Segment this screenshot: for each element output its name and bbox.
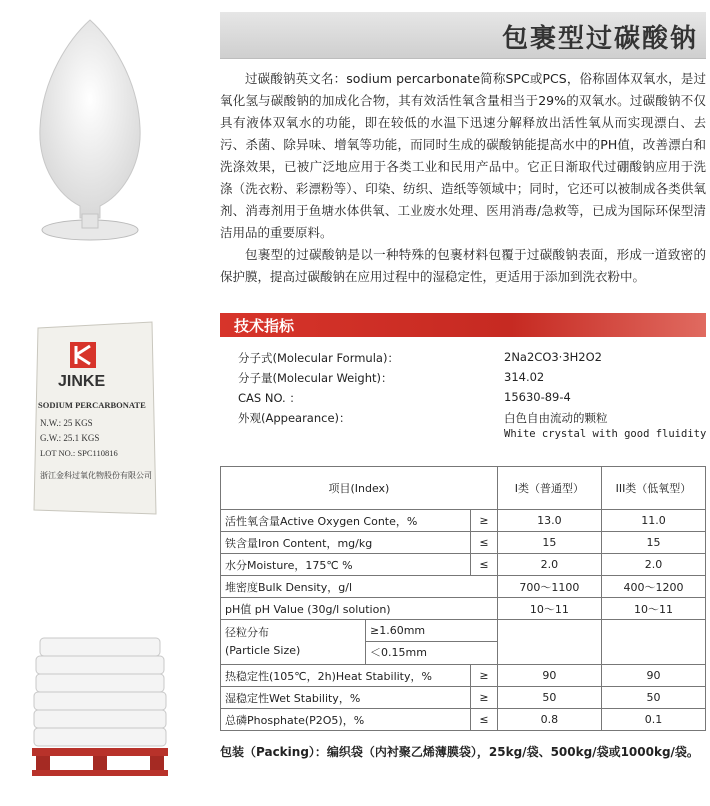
spec-row bbox=[238, 368, 708, 388]
row-name: 铁含量Iron Content，mg/kg bbox=[221, 532, 471, 554]
spec-value-en: White crystal with good fluidity bbox=[504, 428, 707, 440]
row-sym: ≥ bbox=[471, 687, 498, 709]
row-sym: ≤ bbox=[471, 554, 498, 576]
row-v2: 400～1200 bbox=[601, 576, 705, 598]
row-v2: 90 bbox=[601, 665, 705, 687]
spec-table bbox=[220, 466, 706, 731]
spec-row bbox=[238, 408, 708, 450]
table-row bbox=[221, 554, 706, 576]
bag-lot: LOT NO.: SPC110816 bbox=[40, 448, 118, 458]
bag-gw: G.W.: 25.1 KGS bbox=[40, 433, 100, 443]
table-row bbox=[221, 665, 706, 687]
row-v1: 0.8 bbox=[497, 709, 601, 731]
row-v1: 10～11 bbox=[497, 598, 601, 620]
row-sym: ≥ bbox=[471, 665, 498, 687]
row-v2: 11.0 bbox=[601, 510, 705, 532]
particle-label bbox=[221, 620, 366, 664]
spec-key: 外观(Appearance)： bbox=[238, 411, 351, 425]
title-bar bbox=[220, 12, 706, 59]
packing-text: 包装（Packing）：编织袋（内衬聚乙烯薄膜袋），25kg/袋、500kg/袋或1000kg/袋。 bbox=[220, 745, 699, 759]
spec-key: CAS NO. ： bbox=[238, 391, 301, 405]
table-row bbox=[221, 687, 706, 709]
row-name: 总磷Phosphate(P2O5)，% bbox=[221, 709, 471, 731]
row-name: 水分Moisture，175℃ % bbox=[221, 554, 471, 576]
intro-text bbox=[220, 68, 706, 288]
spec-key: 分子式(Molecular Formula)： bbox=[238, 351, 399, 365]
spec-value: 15630-89-4 bbox=[504, 390, 571, 404]
row-v1: 15 bbox=[497, 532, 601, 554]
row-v2: 15 bbox=[601, 532, 705, 554]
row-sym: ≤ bbox=[471, 709, 498, 731]
table-header-row bbox=[221, 467, 706, 510]
row-v1: 2.0 bbox=[497, 554, 601, 576]
row-v2: 50 bbox=[601, 687, 705, 709]
row-v2: 0.1 bbox=[601, 709, 705, 731]
row-v1: 13.0 bbox=[497, 510, 601, 532]
spec-row bbox=[238, 348, 708, 368]
intro-paragraph-2: 包裹型的过碳酸钠是以一种特殊的包裹材料包覆于过碳酸钠表面，形成一道致密的保护膜，提高过碳酸钠在应用过程中的湿稳定性，更适用于添加到洗衣粉中。 bbox=[220, 247, 706, 284]
page-title: 包裹型过碳酸钠 bbox=[501, 24, 698, 54]
row-v1: 50 bbox=[497, 687, 601, 709]
row-sym: ≥ bbox=[471, 510, 498, 532]
table-row bbox=[221, 598, 706, 620]
bag-brand: JINKE bbox=[58, 373, 106, 390]
product-images bbox=[0, 0, 190, 806]
particle-v2 bbox=[601, 620, 705, 665]
particle-cell bbox=[221, 620, 498, 665]
section-title: 技术指标 bbox=[234, 317, 295, 335]
bag-company: 浙江金科过氧化物股份有限公司 bbox=[40, 471, 152, 480]
row-name: 热稳定性(105℃，2h)Heat Stability，% bbox=[221, 665, 471, 687]
spec-key: 分子量(Molecular Weight)： bbox=[238, 371, 393, 385]
bag-nw: N.W.: 25 KGS bbox=[40, 418, 93, 428]
particle-name-zh: 径粒分布 bbox=[225, 626, 269, 639]
row-name: 湿稳定性Wet Stability，% bbox=[221, 687, 471, 709]
particle-subrows bbox=[366, 620, 497, 664]
table-row-particle bbox=[221, 620, 706, 665]
particle-v1 bbox=[497, 620, 601, 665]
table-row bbox=[221, 510, 706, 532]
particle-name-en: (Particle Size) bbox=[225, 644, 301, 657]
row-name: 活性氧含量Active Oxygen Conte，% bbox=[221, 510, 471, 532]
particle-sub-2: ＜0.15mm bbox=[370, 646, 427, 659]
row-v1: 700～1100 bbox=[497, 576, 601, 598]
powder-in-glass-image bbox=[30, 18, 150, 248]
table-row bbox=[221, 532, 706, 554]
header-col2: III类（低氧型） bbox=[601, 467, 705, 510]
section-header-tech-specs bbox=[220, 313, 706, 337]
product-bag-image bbox=[30, 318, 160, 518]
spec-value: 314.02 bbox=[504, 370, 545, 384]
row-sym: ≤ bbox=[471, 532, 498, 554]
basic-specs bbox=[238, 348, 708, 450]
row-v2: 2.0 bbox=[601, 554, 705, 576]
row-v2: 10～11 bbox=[601, 598, 705, 620]
table-row bbox=[221, 576, 706, 598]
particle-sub-1: ≥1.60mm bbox=[366, 620, 497, 642]
row-v1: 90 bbox=[497, 665, 601, 687]
spec-value: 白色自由流动的颗粒 bbox=[504, 411, 608, 425]
bag-product: SODIUM PERCARBONATE bbox=[38, 400, 146, 410]
header-col1: I类（普通型） bbox=[497, 467, 601, 510]
row-name: pH值 pH Value (30g/l solution) bbox=[221, 598, 498, 620]
pallet-stack-image bbox=[30, 630, 170, 780]
spec-row bbox=[238, 388, 708, 408]
header-index: 项目(Index) bbox=[221, 467, 498, 510]
table-row bbox=[221, 709, 706, 731]
intro-paragraph-1: 过碳酸钠英文名：sodium percarbonate简称SPC或PCS，俗称固体双氧水，是过氧化氢与碳酸钠的加成化合物，其有效活性氧含量相当于29%的双氧水。过碳酸钠不仅具有液体双氧水的功能，即在较低的水温下迅速分解释放出活性氧从而实现漂白、去污、杀菌、除异味、增氧等功能，而同时生成的碳酸钠能提高水中的PH值，改善漂白和洗涤效果，已被广泛地应用于各类工业和民用产品中。它正日渐取代过硼酸钠应用于洗涤（洗衣粉、彩漂粉等）、印染、纺织、造纸等领域中；同时，它还可以被制成各类供氧剂、消毒剂用于鱼塘水体供氧、工业废水处理、医用消毒/急救等，已成为国际环保型清洁用品的重要原料。 bbox=[220, 71, 706, 240]
row-name: 堆密度Bulk Density，g/l bbox=[221, 576, 498, 598]
spec-value: 2Na2CO3·3H2O2 bbox=[504, 350, 602, 364]
